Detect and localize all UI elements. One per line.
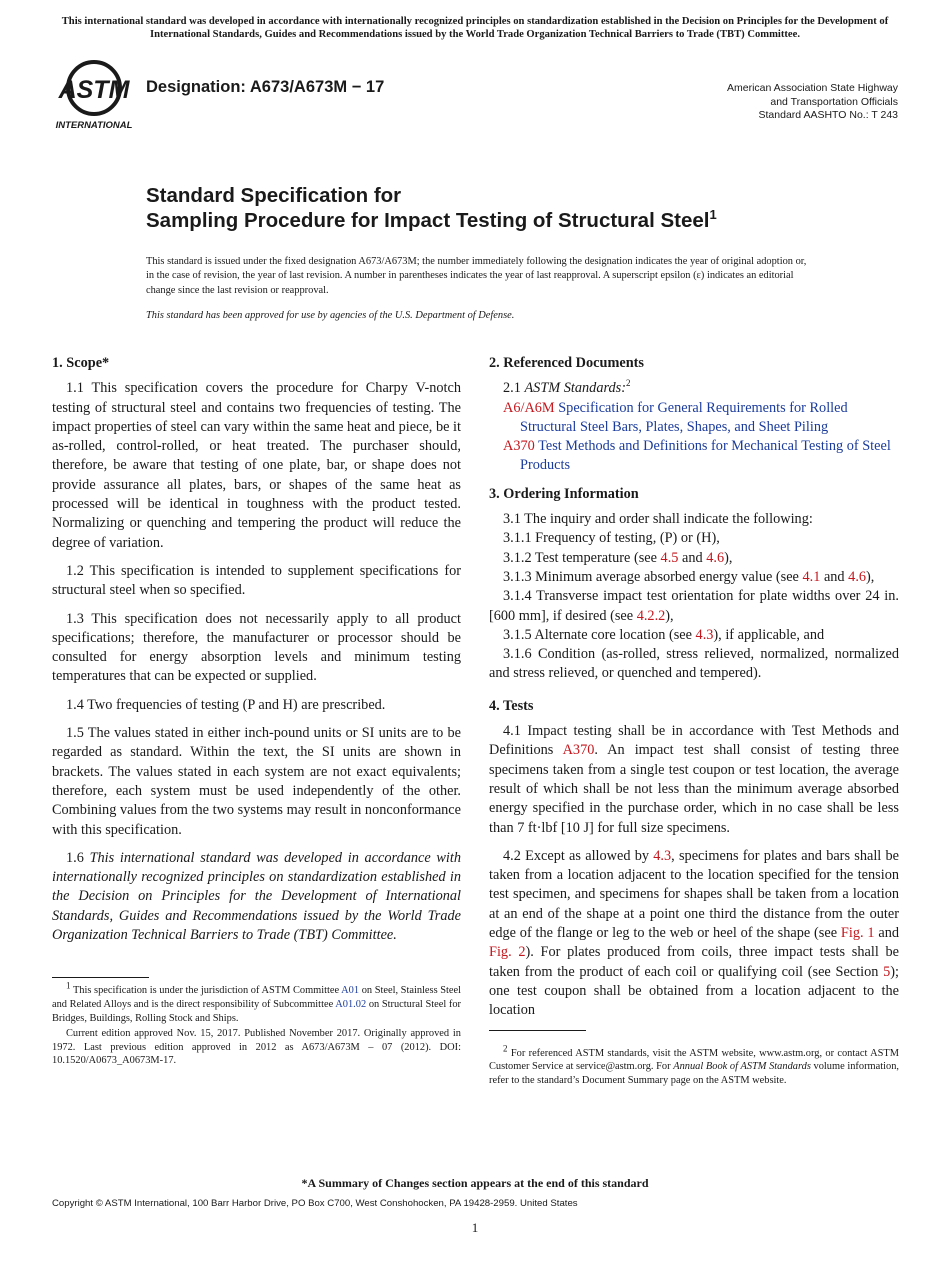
title-text: Sampling Procedure for Impact Testing of Structural Steel (146, 208, 710, 232)
link-fig-2[interactable]: Fig. 2 (489, 944, 526, 961)
text: and (878, 925, 899, 942)
link-4-1[interactable]: 4.1 (802, 568, 821, 585)
text: ), (665, 607, 674, 624)
footnote-mark: 2 (503, 1043, 508, 1054)
reference-code-link[interactable]: A370 (503, 438, 535, 455)
text: . An impact test shall consist of testing three specimens taken from a single test coupon or test location, the average result of which shall be not less than the minimum average absorbed energy specified in the purchase order, which in no case shall be less than 7 ft·lbf [10 J] for full size specimens. (489, 742, 899, 836)
text: ), (724, 549, 733, 566)
right-column (489, 354, 899, 1089)
footnote-text: on Steel, Stainless Steel and Related Alloys and is the direct responsibility of Subcommittee (52, 985, 462, 1010)
ordering-3-1-4 (489, 587, 899, 626)
paragraph-1-3: 1.3 This specification does not necessarily apply to all product specifications; therefore, the manufacturer or processor should be consulted for energy absorption levels and minimum testing temperatures that can be expected or supplied. (52, 610, 461, 685)
footnote-1 (52, 980, 462, 1068)
aashto-block (638, 82, 898, 123)
paragraph-1-2: 1.2 This specification is intended to supplement specifications for structural steel when so specified. (52, 562, 461, 599)
paragraph-1-4: 1.4 Two frequencies of testing (P and H) are prescribed. (66, 696, 386, 713)
footnote-1-jurisdiction (52, 980, 462, 1025)
text: and (682, 549, 703, 566)
link-4-6[interactable]: 4.6 (706, 549, 725, 566)
reference-title-link[interactable]: Test Methods and Definitions for Mechanical Testing of Steel Products (520, 438, 891, 474)
dod-approval: This standard has been approved for use by agencies of the U.S. Department of Defense. (146, 310, 515, 321)
paragraph-1-6 (52, 849, 461, 945)
link-4-3[interactable]: 4.3 (695, 626, 714, 643)
text: ), if applicable, and (713, 626, 825, 643)
paragraph-1-5: 1.5 The values stated in either inch-pound units or SI units are to be regarded as standard. Within the text, the SI units are shown in brackets. The values stated in each system are not exact equivalents; therefore, each system must be used independently of the other. Combining values from the two systems may result in nonconformance with this specification. (52, 725, 461, 838)
footnote-1-edition: Current edition approved Nov. 15, 2017. Published November 2017. Originally approved in 1972. Last previous edition approved in 2012 as A673/A673M – 07 (2012). DOI: 10.1520/A0673_A0673M-17. (52, 1028, 461, 1067)
link-4-5[interactable]: 4.5 (660, 549, 679, 566)
text: ). For plates produced from coils, three impact tests shall be taken from the product of each coil or qualifying coil (see Section (489, 944, 899, 980)
annual-book-title: Annual Book of ASTM Standards (673, 1061, 811, 1073)
link-section-5[interactable]: 5 (883, 963, 891, 980)
footnote-2-mark[interactable]: 2 (626, 378, 631, 389)
title-line-2 (146, 207, 717, 233)
section-heading-scope: 1. Scope* (52, 355, 110, 371)
page-number: 1 (471, 1220, 479, 1235)
designation: Designation: A673/A673M − 17 (146, 78, 385, 96)
footnote-2-text (489, 1043, 899, 1088)
link-4-3[interactable]: 4.3 (653, 847, 672, 864)
ordering-3-1-2 (489, 549, 899, 568)
aashto-line: and Transportation Officials (770, 95, 898, 108)
footnote-divider (52, 977, 149, 978)
logo-text: ASTM (58, 76, 130, 104)
subsection-2-1 (489, 379, 899, 398)
footnote-divider (489, 1030, 586, 1031)
aashto-line: American Association State Highway (727, 82, 898, 94)
reference-title-link[interactable]: Specification for General Requirements for Rolled Structural Steel Bars, Plates, Shapes, and Sheet Piling (520, 399, 848, 435)
link-fig-1[interactable]: Fig. 1 (840, 925, 875, 942)
text: 3.1.2 Test temperature (see (503, 549, 657, 566)
logo-subtext: INTERNATIONAL (55, 120, 133, 131)
paragraph-text: This international standard was developed in accordance with internationally recognized principles on standardization established in the Decision on Principles for the Development of International Standards, Guides and Recommendations issued by the World Trade Organization Technical Barriers to Trade (TBT) Committee. (52, 849, 462, 944)
text: 3.1.3 Minimum average absorbed energy value (see (503, 568, 799, 585)
ordering-3-1-3 (489, 568, 899, 587)
text: volume information, refer to the standard’s Document Summary page on the ASTM website. (489, 1061, 899, 1086)
link-4-2-2[interactable]: 4.2.2 (636, 607, 666, 624)
paragraph-number: 1.6 (66, 849, 84, 866)
reference-code-link[interactable]: A6/A6M (503, 399, 555, 416)
tbt-notice: This international standard was developed in accordance with internationally recognized principles on standardization established in the Decision on Principles for the Development of International Standards, Guides and Recommendations issued by the World Trade Organization Technical Barriers to Trade (TBT) Committee. (61, 16, 889, 40)
section-heading-references: 2. Referenced Documents (489, 355, 644, 371)
text: For referenced ASTM standards, visit the ASTM website, www.astm.org, or contact ASTM Customer Service at service@astm.org. For (489, 1047, 899, 1073)
text: ); one test coupon shall be obtained from a location adjacent to the location (489, 963, 899, 1019)
issued-statement: This standard is issued under the fixed designation A673/A673M; the number immediately following the designation indicates the year of original adoption or, in the case of revision, the year of last revision. A number in parentheses indicates the year of last reapproval. A superscript epsilon (ε) indicates an editorial change since the last revision or reapproval. (146, 256, 807, 296)
subsection-label: ASTM Standards: (524, 380, 626, 397)
footnote-mark: 1 (66, 980, 71, 991)
footnote-text: on Structural Steel for Bridges, Buildings, Rolling Stock and Ships. (52, 998, 461, 1024)
subsection-number: 2.1 (503, 380, 521, 397)
text: and (823, 568, 845, 585)
section-heading-tests: 4. Tests (489, 697, 534, 714)
text: ), (866, 568, 875, 585)
paragraph-4-1 (489, 722, 899, 838)
text: 4.2 Except as allowed by (503, 847, 650, 864)
text: 3.1.4 Transverse impact test orientation for plate widths over 24 in. [600 mm], if desired (see (489, 588, 899, 624)
astm-logo (52, 58, 136, 132)
copyright: Copyright © ASTM International, 100 Barr Harbor Drive, PO Box C700, West Conshohocken, PA 19428-2959. United States (52, 1198, 578, 1209)
ordering-3-1-6: 3.1.6 Condition (as-rolled, stress relieved, normalized, normalized and stress relieved, or quenched and tempered). (489, 646, 899, 682)
text: 4.1 Impact testing shall be in accordance with Test Methods and Definitions (489, 723, 899, 759)
summary-of-changes-note: *A Summary of Changes section appears at the end of this standard (301, 1176, 649, 1190)
link-a01-02[interactable]: A01.02 (335, 998, 367, 1010)
section-heading-ordering: 3. Ordering Information (489, 485, 639, 502)
astm-logo-icon (52, 58, 136, 132)
text: , specimens for plates and bars shall be taken from a location adjacent to the location specified for the tension test specimen, and specimens for shapes shall be taken from a location at an end of the shape at a point one third the distance from the outer edge of the flange or leg to the web or heel of the shape (see (489, 847, 900, 942)
ordering-3-1: 3.1 The inquiry and order shall indicate the following: (503, 511, 813, 528)
reference-item (489, 437, 899, 476)
link-4-6[interactable]: 4.6 (848, 568, 867, 585)
paragraph-4-2 (489, 847, 899, 1021)
text: 3.1.5 Alternate core location (see (503, 626, 692, 643)
aashto-line: Standard AASHTO No.: T 243 (758, 109, 898, 121)
left-column (52, 354, 461, 1070)
title-footnote-mark[interactable]: 1 (709, 207, 717, 222)
footnote-2 (489, 1043, 899, 1088)
ordering-3-1-5 (489, 626, 899, 645)
link-a370[interactable]: A370 (562, 742, 595, 759)
ordering-3-1-1: 3.1.1 Frequency of testing, (P) or (H), (503, 530, 720, 547)
title-line-1: Standard Specification for (146, 184, 402, 207)
paragraph-1-1: 1.1 This specification covers the procedure for Charpy V-notch testing of structural steel and contains two frequencies of testing. The impact properties of steel can vary within the same heat and piece, be it as-rolled, control-rolled, or heat treated. The purchaser should, therefore, be aware that testing of one plate, bar, or shape does not provide assurance all plates, bars, or shapes of the same heat as processed will be identical in toughness with the product tested. Normalizing or quenching and tempering the product will reduce the degree of variation. (52, 380, 461, 551)
reference-item (489, 399, 899, 438)
footnote-text: This specification is under the jurisdiction of ASTM Committee (72, 985, 340, 997)
link-a01[interactable]: A01 (341, 985, 360, 997)
